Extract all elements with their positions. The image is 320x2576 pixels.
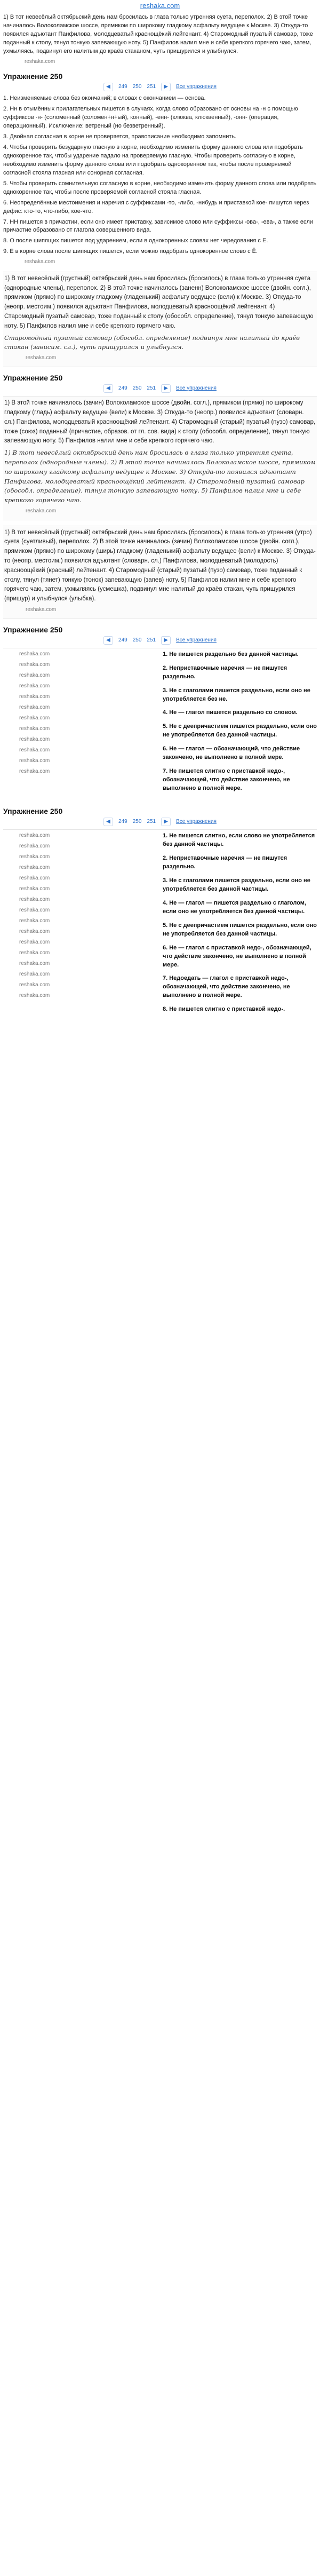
- current-exercise-number: 250: [132, 84, 142, 90]
- rule-paragraph: 7. НН пишется в причастии, если оно имеет приставку, зависимое слово или суффиксы -ова-, -ева-, а также если причастие образовано от глагола совершенного вида.: [3, 218, 314, 234]
- rule-paragraph: 4. Чтобы проверить безударную гласную в корне, необходимо изменить форму данного слова или подобрать однокоренное так, чтобы ударение падало на проверяемую гласную. Чтобы проверить согласную в корне, необходимо изменить форму данного слова или подобрать однокоренное так, чтобы после проверяемой согласной стояла гласная или сонорная согласная.: [3, 144, 303, 176]
- rule-paragraph: 6. Неопределённые местоимения и наречия с суффиксами -то, -либо, -нибудь и приставкой кое- пишутся через дефис: кто-то, что-либо, кое-что.: [3, 199, 309, 215]
- watermark: reshaka.com: [19, 683, 50, 689]
- rule-item: 4. Не — глагол пишется раздельно со словом.: [163, 709, 298, 716]
- table-left-column: [3, 832, 157, 1019]
- all-exercises-link[interactable]: Все упражнения: [176, 84, 217, 90]
- rule-item: 1. Не пишется раздельно без данной частицы.: [163, 651, 299, 657]
- prev-arrow-icon[interactable]: ◀: [103, 818, 113, 826]
- rule-item: 2. Неприставочные наречия — не пишутся раздельно.: [163, 664, 287, 680]
- next-arrow-icon[interactable]: ▶: [161, 636, 171, 645]
- watermark: reshaka.com: [25, 58, 55, 65]
- rule-item: 8. Не пишется слитно с приставкой недо-.: [163, 1006, 285, 1013]
- watermark: reshaka.com: [19, 939, 50, 946]
- exercise-heading: Упражнение 250: [3, 373, 63, 382]
- all-exercises-link[interactable]: Все упражнения: [176, 819, 217, 825]
- watermark: reshaka.com: [19, 993, 50, 999]
- exercise-heading: Упражнение 250: [3, 806, 63, 815]
- watermark: reshaka.com: [19, 961, 50, 967]
- rule-item: 4. Не — глагол — пишется раздельно с глаголом, если оно не употребляется без данной частицы.: [163, 899, 306, 915]
- rule-paragraph: 8. О после шипящих пишется под ударением, если в однокоренных словах нет чередования с Е.: [3, 237, 268, 244]
- paragraph: 1) В тот невесёлый октябрьский день нам бросилась в глаза только утренняя суета, переполох. 2) В этой точке начиналось Волоколамское шоссе, прямиком по широкому гладкому асфальту ведущее к Москве. 3) Откуда-то появился адъютант Панфилова, молодцеватый краснощёкий лейтенант. 4) Старомодный пузатый самовар, тоже поданный к столу, тянул тонкую запевающую ноту. 5) Панфилов налил мне и себе крепкого горячего чаю, затем, ухмыляясь, подвинул его налитым до краёв стаканом, чуть прищурился и улыбнулся.: [3, 13, 313, 54]
- next-arrow-icon[interactable]: ▶: [161, 384, 171, 393]
- current-exercise-number: 250: [132, 385, 142, 391]
- watermark: reshaka.com: [19, 725, 50, 732]
- rule-item: 6. Не — глагол с приставкой недо-, обозначающей, что действие закончено, не выполнено в полной мере.: [163, 944, 311, 968]
- photo-paragraph: 1) В этой точке начиналось (зачин) Волоколамское шоссе (двойн. согл.), прямиком (прямо) по широкому гладкому (гладь) асфальту ведущее (вели) к Москве. 3) Откуда-то (неопр.) появился адъютант (словарн. сл.) Панфилова, молодцеватый красноощёкий лейтенант. 4) Старомодный (старый) пузатый (пузо) самовар, тоже (союз) поданный (причастие, образов. от гл. сов. вида) к столу (обособл. определение), тянул тонкую запевающую ноту. 5) Панфилов налил мне и себе крепкого горячего чаю.: [4, 400, 316, 445]
- watermark: reshaka.com: [26, 355, 57, 361]
- rule-paragraph: 5. Чтобы проверить сомнительную согласную в корне, необходимо изменить форму данного слова или подобрать однокоренное так, чтобы после проверяемой согласной стояла гласная.: [3, 180, 317, 195]
- next-arrow-icon[interactable]: ▶: [161, 83, 171, 91]
- notebook-photo: [3, 526, 317, 619]
- watermark: reshaka.com: [19, 693, 50, 700]
- watermark: reshaka.com: [19, 971, 50, 978]
- watermark: reshaka.com: [19, 768, 50, 774]
- prev-arrow-icon[interactable]: ◀: [103, 636, 113, 645]
- text-block-original: [3, 13, 317, 66]
- site-domain-link[interactable]: reshaka.com: [140, 2, 180, 10]
- watermark: reshaka.com: [19, 833, 50, 839]
- watermark: reshaka.com: [19, 865, 50, 871]
- exercise-heading: Упражнение 250: [3, 625, 63, 634]
- next-arrow-icon[interactable]: ▶: [161, 818, 171, 826]
- rule-paragraph: 1. Неизменяемые слова без окончаний; в словах с окончанием — основа.: [3, 95, 206, 102]
- photo-paragraph: 1) В тот невесёлый (грустный) октябрьский день нам бросилась (бросилось) в глаза только утренняя суета (однородные члены), переполох. 2) В этой точке начиналось (заненн) Волоколамское шоссе (двойн. согл.), прямиком (прямо) по широкому гладкому (гладенький) асфальту ведущее (вели) к Москве. 3) Откуда-то (неопр. местоим.) появился адъютант Панфилова, молодцеватый красноощёкий лейтенант. 4) Старомодный пузатый самовар, тоже поданный к столу (обособл. определение), тянул тонкую запевающую ноту. 5) Панфилов налил мне и себе крепкого горячего чаю.: [4, 275, 314, 329]
- table-left-column: [3, 651, 157, 798]
- prev-exercise-number[interactable]: 249: [118, 84, 127, 90]
- watermark: reshaka.com: [19, 918, 50, 924]
- photo-paragraph: 1) В тот невесёлый октябрьский день нам бросилась в глаза только утренняя суета, переполох (однородные члены). 2) В этой точке начиналось Волоколамское шоссе, прямиком по широкому гладкому асфальту ведущее к Москве. 3) Откуда-то появился адъютант Панфилова, молодцеватый красноощёкий лейтенант. 4) Старомодный пузатый самовар (обособл. определение), тянул тонкую запевающую ноту. 5) Панфилов налил мне и себе крепкого горячего чаю.: [4, 449, 316, 504]
- rule-paragraph: 2. Нн в отымённых прилагательных пишется в случаях, когда слово образовано от основы на -н с помощью суффиксов -н- (соломенный (соломен+н+ый), конный), -енн- (клюква, клюквенный), -онн- (операция, операционный). Исключение: ветреный (но безветренный).: [3, 106, 298, 130]
- prev-arrow-icon[interactable]: ◀: [103, 384, 113, 393]
- rules-table: [3, 648, 317, 798]
- notebook-photo: [3, 272, 317, 367]
- next-exercise-number[interactable]: 251: [147, 637, 156, 643]
- watermark: reshaka.com: [19, 736, 50, 742]
- watermark: reshaka.com: [19, 672, 50, 678]
- watermark: reshaka.com: [19, 747, 50, 753]
- exercise-pager: [3, 636, 317, 645]
- watermark: reshaka.com: [19, 907, 50, 914]
- table-right-column: [163, 651, 317, 798]
- rule-item: 7. Не пишется слитно с приставкой недо-, обозначающей, что действие закончено, не выполнено в полной мере.: [163, 768, 290, 792]
- rule-item: 3. Не с глаголами пишется раздельно, если оно не употребляется без данной частицы.: [163, 877, 310, 892]
- watermark: reshaka.com: [19, 982, 50, 988]
- watermark: reshaka.com: [19, 651, 50, 657]
- watermark: reshaka.com: [19, 843, 50, 850]
- rules-block: [3, 94, 317, 266]
- rule-item: 1. Не пишется слитно, если слово не употребляется без данной частицы.: [163, 833, 315, 848]
- exercise-pager: [3, 818, 317, 826]
- watermark: reshaka.com: [19, 886, 50, 892]
- table-right-column: [163, 832, 317, 1019]
- watermark: reshaka.com: [19, 875, 50, 882]
- prev-exercise-number[interactable]: 249: [118, 819, 127, 825]
- watermark: reshaka.com: [19, 704, 50, 710]
- rule-item: 7. Недоедать — глагол с приставкой недо-, обозначающей, что действие закончено, не выполнено в полной мере.: [163, 975, 290, 999]
- rule-item: 3. Не с глаголами пишется раздельно, если оно не употребляется без не.: [163, 687, 310, 702]
- rules-table: [3, 829, 317, 1019]
- watermark: reshaka.com: [19, 757, 50, 764]
- watermark: reshaka.com: [25, 259, 55, 265]
- watermark: reshaka.com: [26, 607, 57, 613]
- next-exercise-number[interactable]: 251: [147, 819, 156, 825]
- watermark: reshaka.com: [26, 508, 57, 514]
- rule-paragraph: 9. Е в корне слова после шипящих пишется, если можно подобрать однокоренное слово с Ё.: [3, 248, 258, 255]
- rule-item: 5. Не с деепричастием пишется раздельно, если оно не употребляется без данной частицы.: [163, 723, 317, 739]
- page: [0, 0, 320, 1019]
- next-exercise-number[interactable]: 251: [147, 84, 156, 90]
- watermark: reshaka.com: [19, 950, 50, 956]
- current-exercise-number: 250: [132, 819, 142, 825]
- current-exercise-number: 250: [132, 637, 142, 643]
- exercise-pager: [3, 83, 317, 91]
- all-exercises-link[interactable]: Все упражнения: [176, 385, 217, 391]
- watermark: reshaka.com: [19, 715, 50, 721]
- photo-paragraph: Старомодный пузатый самовар (обособл. определение) подвинул мне налитый до краёв стакан (зависим. сл.), чуть прищурился и улыбнулся.: [4, 334, 300, 351]
- photo-paragraph: 1) В тот невесёлый (грустный) октябрьский день нам бросилась (бросилось) в глаза только утренняя (утро) суета (суетливый), переполох. 2) В этой точке начиналось (зачин) Волоколамское шоссе (двойн. согл.), прямиком (прямо) по широкому (ширь) гладкому (гладенький) асфальту ведущее (вели) к Москве. 3) Откуда-то (неопр. местоим.) появился адъютант (словарн. сл.) Панфилова, молодцеватый (молодость) красноощёкий (красный) лейтенант. 4) Старомодный (старый) пузатый (пузо) самовар, тоже поданный к столу, тянул (тянет) тонкую (тонок) запевающую (запев) ноту. 5) Панфилов налил мне и себе крепкого горячего чаю, затем, ухмыляясь (усмешка), подвинул мне налитый до краёв стакан, чуть прищурился (прищур) и улыбнулся (улыбка).: [4, 529, 316, 603]
- watermark: reshaka.com: [19, 929, 50, 935]
- exercise-heading: Упражнение 250: [3, 72, 63, 81]
- rule-item: 6. Не — глагол — обозначающий, что действие закончено, не выполнено в полной мере.: [163, 746, 300, 761]
- prev-arrow-icon[interactable]: ◀: [103, 83, 113, 91]
- prev-exercise-number[interactable]: 249: [118, 637, 127, 643]
- exercise-pager: [3, 384, 317, 393]
- rule-item: 5. Не с деепричастием пишется раздельно, если оно не употребляется без данной частицы.: [163, 922, 317, 937]
- all-exercises-link[interactable]: Все упражнения: [176, 637, 217, 643]
- rule-item: 2. Неприставочные наречия — не пишутся раздельно.: [163, 855, 287, 870]
- rule-paragraph: 3. Двойная согласная в корне не проверяется, правописание необходимо запомнить.: [3, 133, 237, 140]
- prev-exercise-number[interactable]: 249: [118, 385, 127, 391]
- next-exercise-number[interactable]: 251: [147, 385, 156, 391]
- watermark: reshaka.com: [19, 661, 50, 668]
- watermark: reshaka.com: [19, 897, 50, 903]
- watermark: reshaka.com: [19, 854, 50, 860]
- notebook-photo: [3, 396, 317, 520]
